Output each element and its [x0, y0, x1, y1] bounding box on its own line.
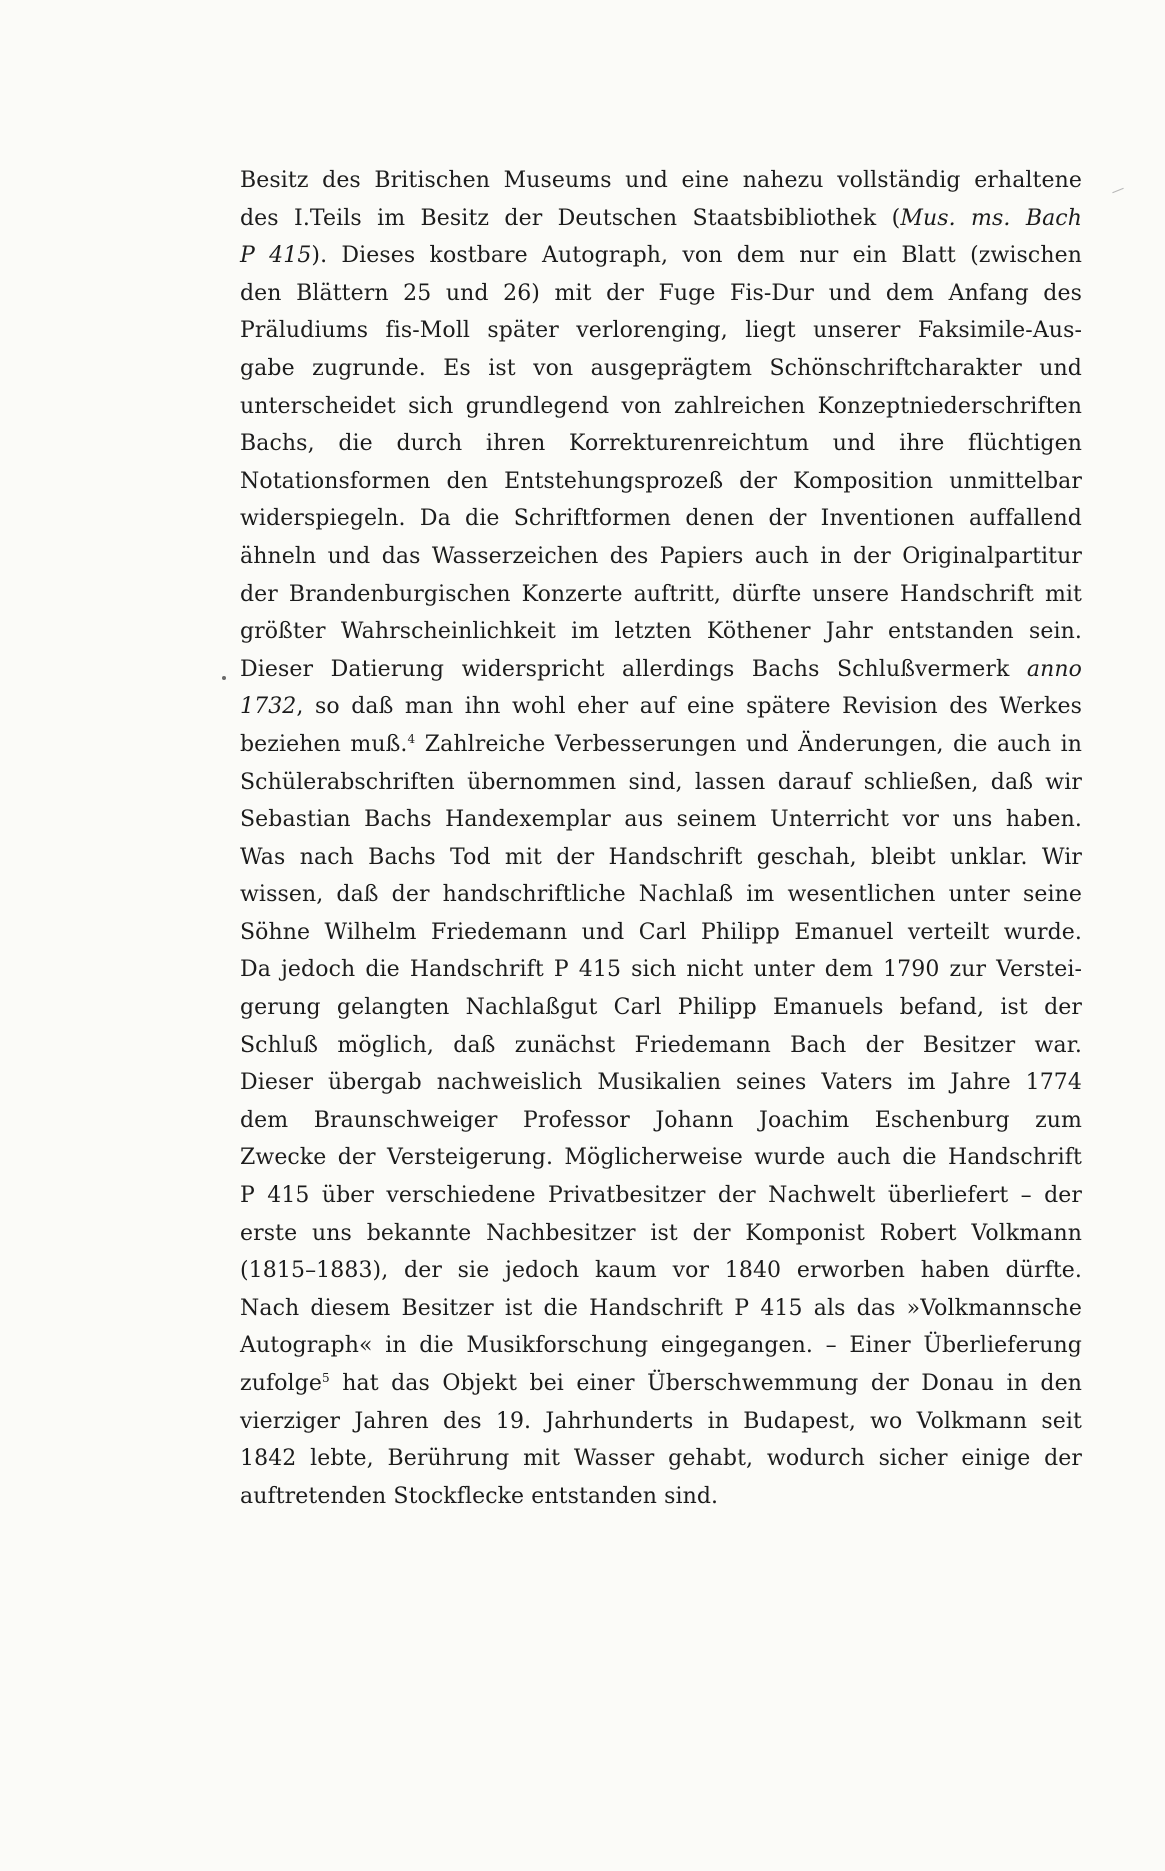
text-line	[240, 350, 1082, 388]
text-line	[240, 1027, 1082, 1065]
text-line	[240, 651, 1082, 689]
text-line	[240, 200, 1082, 238]
text-line	[240, 1102, 1082, 1140]
text-span: Was nach Bachs Tod mit der Handschrift geschah, bleibt unklar. Wir	[240, 844, 1082, 870]
margin-mark	[1112, 188, 1124, 193]
text-span: dem Braunschweiger Professor Johann Joachim Eschenburg zum	[240, 1107, 1082, 1133]
text-line	[240, 275, 1082, 313]
text-span: Präludiums fis-Moll später verlorenging, liegt unserer Faksimile-Aus-	[240, 318, 1082, 344]
text-span: beziehen muß.	[240, 731, 408, 757]
text-line	[240, 801, 1082, 839]
text-line	[240, 951, 1082, 989]
text-line	[240, 162, 1082, 200]
italic-span: anno	[1026, 656, 1082, 682]
text-span: hat das Objekt bei einer Überschwemmung der Donau in den	[329, 1371, 1082, 1396]
text-line	[240, 1403, 1082, 1441]
text-line	[240, 876, 1082, 914]
text-span: Notationsformen den Entstehungsprozeß der Komposition unmittelbar	[240, 468, 1082, 494]
margin-dot	[222, 676, 226, 680]
text-span: des I.Teils im Besitz der Deutschen Staatsbibliothek (	[240, 205, 901, 231]
text-line	[240, 613, 1082, 651]
text-line	[240, 1215, 1082, 1253]
text-span: Nach diesem Besitzer ist die Handschrift P 415 als das »Volkmannsche	[240, 1295, 1082, 1321]
italic-span: P 415	[240, 243, 312, 269]
text-span: widerspiegeln. Da die Schriftformen denen der Inventionen auffallend	[240, 506, 1082, 532]
text-line	[240, 1440, 1082, 1478]
text-span: Da jedoch die Handschrift P 415 sich nicht unter dem 1790 zur Verstei-	[240, 957, 1082, 983]
text-span: Schluß möglich, daß zunächst Friedemann Bach der Besitzer war.	[240, 1032, 1082, 1058]
text-span: Sebastian Bachs Handexemplar aus seinem Unterricht vor uns haben.	[240, 807, 1082, 833]
text-span: Söhne Wilhelm Friedemann und Carl Philipp Emanuel verteilt wurde.	[240, 919, 1082, 945]
text-line	[240, 726, 1082, 764]
text-span: der Brandenburgischen Konzerte auftritt, dürfte unsere Handschrift mit	[240, 581, 1082, 607]
text-span: Besitz des Britischen Museums und eine nahezu vollständig erhaltene	[240, 168, 1082, 193]
text-span: größter Wahrscheinlichkeit im letzten Köthener Jahr entstanden sein.	[240, 619, 1082, 645]
text-span: , so daß man ihn wohl eher auf eine spätere Revision des Werkes	[296, 694, 1082, 720]
italic-span: Mus. ms. Bach	[900, 205, 1082, 231]
italic-span: 1732	[240, 694, 297, 720]
body-text	[240, 162, 1082, 1515]
text-line	[240, 839, 1082, 877]
text-line	[240, 1252, 1082, 1290]
text-line	[240, 576, 1082, 614]
text-span: P 415 über verschiedene Privatbesitzer der Nachwelt überliefert – der	[240, 1183, 1082, 1209]
text-span: auftretenden Stockflecke entstanden sind.	[240, 1483, 719, 1509]
text-line	[240, 688, 1082, 726]
text-line	[240, 989, 1082, 1027]
text-span: Schülerabschriften übernommen sind, lassen darauf schließen, daß wir	[240, 769, 1082, 795]
text-span: vierziger Jahren des 19. Jahrhunderts in Budapest, wo Volkmann seit	[240, 1408, 1082, 1434]
text-line	[240, 914, 1082, 952]
text-span: ). Dieses kostbare Autograph, von dem nur ein Blatt (zwischen	[311, 243, 1082, 269]
text-span: Zahlreiche Verbesserungen und Änderungen, die auch in	[415, 731, 1082, 757]
text-line	[240, 1327, 1082, 1365]
text-line	[240, 1290, 1082, 1328]
text-span: Bachs, die durch ihren Korrekturenreichtum und ihre flüchtigen	[240, 431, 1082, 457]
text-line	[240, 764, 1082, 802]
text-line	[240, 237, 1082, 275]
text-line	[240, 463, 1082, 501]
text-span: (1815–1883), der sie jedoch kaum vor 1840 erworben haben dürfte.	[240, 1258, 1082, 1284]
text-line	[240, 1478, 1082, 1516]
text-span: Autograph« in die Musikforschung eingegangen. – Einer Überlieferung	[240, 1333, 1082, 1359]
footnote-ref: 5	[322, 1371, 330, 1385]
text-span: erste uns bekannte Nachbesitzer ist der Komponist Robert Volkmann	[240, 1220, 1082, 1246]
text-line	[240, 1365, 1082, 1403]
text-span: gabe zugrunde. Es ist von ausgeprägtem Schönschriftcharakter und	[240, 355, 1082, 381]
text-line	[240, 1064, 1082, 1102]
text-line	[240, 425, 1082, 463]
text-span: wissen, daß der handschriftliche Nachlaß im wesentlichen unter seine	[240, 882, 1082, 908]
text-span: zufolge	[240, 1371, 322, 1396]
text-line	[240, 538, 1082, 576]
text-span: Dieser Datierung widerspricht allerdings Bachs Schlußvermerk	[240, 656, 1027, 682]
text-span: den Blättern 25 und 26) mit der Fuge Fis-Dur und dem Anfang des	[240, 280, 1082, 306]
text-span: ähneln und das Wasserzeichen des Papiers auch in der Originalpartitur	[240, 543, 1082, 569]
text-line	[240, 1139, 1082, 1177]
text-line	[240, 388, 1082, 426]
text-line	[240, 500, 1082, 538]
text-span: gerung gelangten Nachlaßgut Carl Philipp Emanuels befand, ist der	[240, 995, 1082, 1021]
text-span: 1842 lebte, Berührung mit Wasser gehabt, wodurch sicher einige der	[240, 1446, 1082, 1472]
text-span: Dieser übergab nachweislich Musikalien seines Vaters im Jahre 1774	[240, 1070, 1082, 1096]
text-line	[240, 312, 1082, 350]
text-span: unterscheidet sich grundlegend von zahlreichen Konzeptniederschriften	[240, 393, 1082, 419]
text-span: Zwecke der Versteigerung. Möglicherweise wurde auch die Handschrift	[240, 1145, 1082, 1171]
text-line	[240, 1177, 1082, 1215]
footnote-ref: 4	[407, 731, 416, 746]
